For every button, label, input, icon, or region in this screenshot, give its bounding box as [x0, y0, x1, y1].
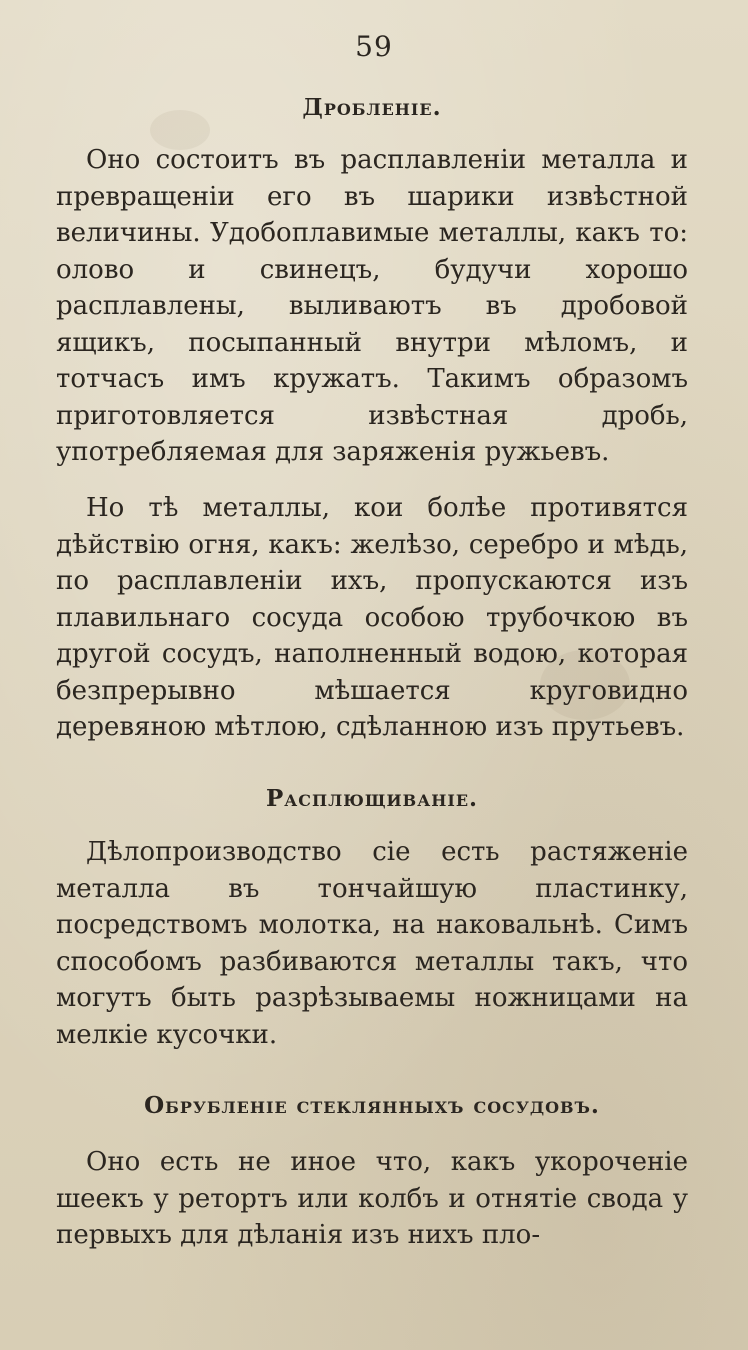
paragraph-text: Оно состоитъ въ расплавленіи металла и превращеніи его въ шарики извѣстной величины. Удобоплавимые металлы, какъ то: олово и свинецъ, будучи хорошо расплавлены, выливаютъ въ дробовой ящикъ, посыпанный внутри мѣломъ, и тотчасъ имъ кружатъ. Такимъ образомъ приготовляется извѣстная дробь, употребляемая для заряженія ружьевъ.	[56, 145, 688, 467]
paragraph	[56, 490, 688, 746]
paragraph-text: Оно есть не иное что, какъ укороченіе шеекъ у ретортъ или колбъ и отнятіе свода у первыхъ для дѣланія изъ нихъ пло-	[56, 1147, 688, 1250]
section-heading-drobleniye: Дробленіе.	[302, 94, 442, 121]
paragraph	[56, 1144, 688, 1254]
paragraph-text: Но тѣ металлы, кои болѣе противятся дѣйствію огня, какъ: желѣзо, серебро и мѣдь, по расплавленіи ихъ, пропускаются изъ плавильнаго сосуда особою трубочкою въ другой сосудъ, наполненный водою, которая безпрерывно мѣшается круговидно деревяною мѣтлою, сдѣланною изъ прутьевъ.	[56, 493, 688, 742]
section-heading-obrubleniye: Обрубленіе стеклянныхъ сосудовъ.	[144, 1092, 600, 1119]
paragraph-text: Дѣлопроизводство сіе есть растяженіе металла въ тончайшую пластинку, посредствомъ молотка, на наковальнѣ. Симъ способомъ разбиваются металлы такъ, что могутъ быть разрѣзываемы ножницами на мелкіе кусочки.	[56, 837, 688, 1050]
paragraph	[56, 142, 688, 471]
page-number: 59	[355, 30, 393, 63]
section-heading-rasplyushchivaniye: Расплющиваніе.	[265, 785, 479, 812]
paragraph	[56, 834, 688, 1053]
